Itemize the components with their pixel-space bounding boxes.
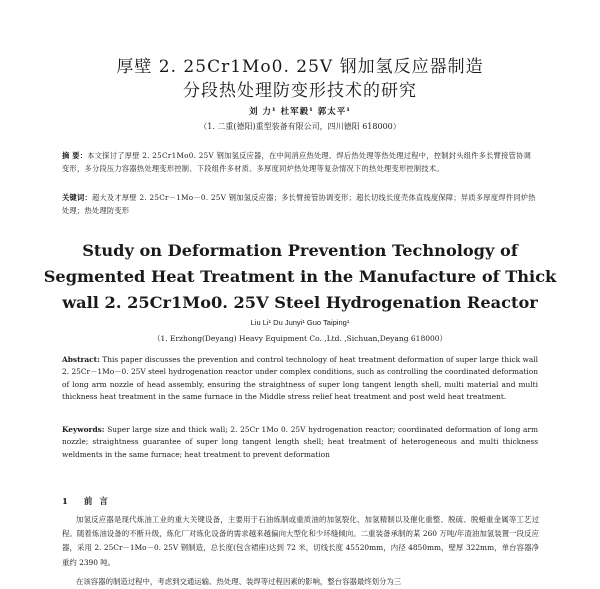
chinese-title-line-2: 分段热处理防变形技术的研究 [183,81,417,101]
english-abstract-label: Abstract: [62,355,100,364]
english-keywords [62,424,538,461]
english-keywords-text: Super large size and thick wall; 2. 25Cr 1Mo 0. 25V hydrogenation reactor; coordinated deformation of long arm nozzle; straightness guarantee of super long tangent length shell; heat treatment of heterogeneous and multi thickness weldments in the same furnace; heat treatment to prevent deformation [62,425,538,459]
english-title-line-1: Study on Deformation Prevention Technology of [82,241,518,260]
english-authors: Liu Li¹ Du Junyi¹ Guo Taiping¹ [250,318,350,327]
english-keywords-label: Keywords: [62,425,105,434]
english-title-line-2: Segmented Heat Treatment in the Manufacture of Thick [43,267,557,286]
chinese-affiliation: （1. 二重(德阳)重型装备有限公司，四川德阳 618000） [199,122,401,131]
english-abstract-text: This paper discusses the prevention and control technology of heat treatment deformation of super large thick wall 2. 25Cr－1Mo－0. 25V steel hydrogenation reactor under complex conditions, such as controlling the coordinated deformation of long arm nozzle of head assembly, ensuring the straightness of super long tangent length shell, multi material and multi thickness heat treatment in the same furnace in the Middle stress relief heat treatment and post weld heat treatment. [62,355,538,401]
english-abstract [62,354,538,403]
section-number: 1 [62,497,70,507]
chinese-keywords-text: 超大及才厚壁 2. 25Cr－1Mo－0. 25V 钢加氢反应器；多长臂接管协调变形；超长切线长度壳体直线度保障；异质多厚度焊件同炉热处理；热处理防变形 [62,193,536,215]
chinese-title [0,55,600,103]
section-title: 前 言 [83,497,110,507]
chinese-abstract [62,150,537,175]
chinese-title-line-1: 厚壁 2. 25Cr1Mo0. 25V 钢加氢反应器制造 [116,57,484,77]
chinese-abstract-label: 摘 要： [62,151,88,160]
english-affiliation: （1. Erzhong(Deyang) Heavy Equipment Co. ,Ltd. ,Sichuan,Deyang 618000） [152,334,448,343]
chinese-authors: 刘 力¹ 杜军毅¹ 郭太平¹ [248,107,352,117]
chinese-keywords [62,192,537,217]
english-title-line-3: wall 2. 25Cr1Mo0. 25V Steel Hydrogenation Reactor [62,293,538,312]
chinese-keywords-label: 关键词： [62,193,92,202]
english-title [0,238,600,316]
section-heading [62,495,110,507]
chinese-abstract-text: 本文探讨了厚壁 2. 25Cr1Mo0. 25V 钢加氢反应器，在中间消应热处理、焊后热处理等热处理过程中，控制封头组件多长臂接管协调变形，多分段压力容器热处理变形控制、下段组件多材质、多厚度同炉热处理等复杂情况下的热处理变形控制技术。 [62,151,532,173]
body-paragraph-2: 在该容器的制造过程中，考虑到交通运输、热处理、装焊等过程因素的影响，整台容器最终划分为三 [76,577,402,586]
body-paragraph-1: 加氢反应器是现代炼油工业的重大关键设备，主要用于石油炼制或重质油的加氢裂化、加氢精制以及催化重整、脱硫、脱蜡重金属等工艺过程。随着炼油设备的不断升级，炼化厂对炼化设备的需求越来越偏向大型化和少环缝倾向。二重装备承制的某 260 万吨/年渣油加氢装置一段反应器，采用 2. 25Cr－1Mo－0. 25V 钢制造，总长度(包含裙座)达到 72 米，切线长度 45520mm，内径 4850mm，壁厚 322mm，单台容器净重约 2390 吨。 [62,515,539,567]
